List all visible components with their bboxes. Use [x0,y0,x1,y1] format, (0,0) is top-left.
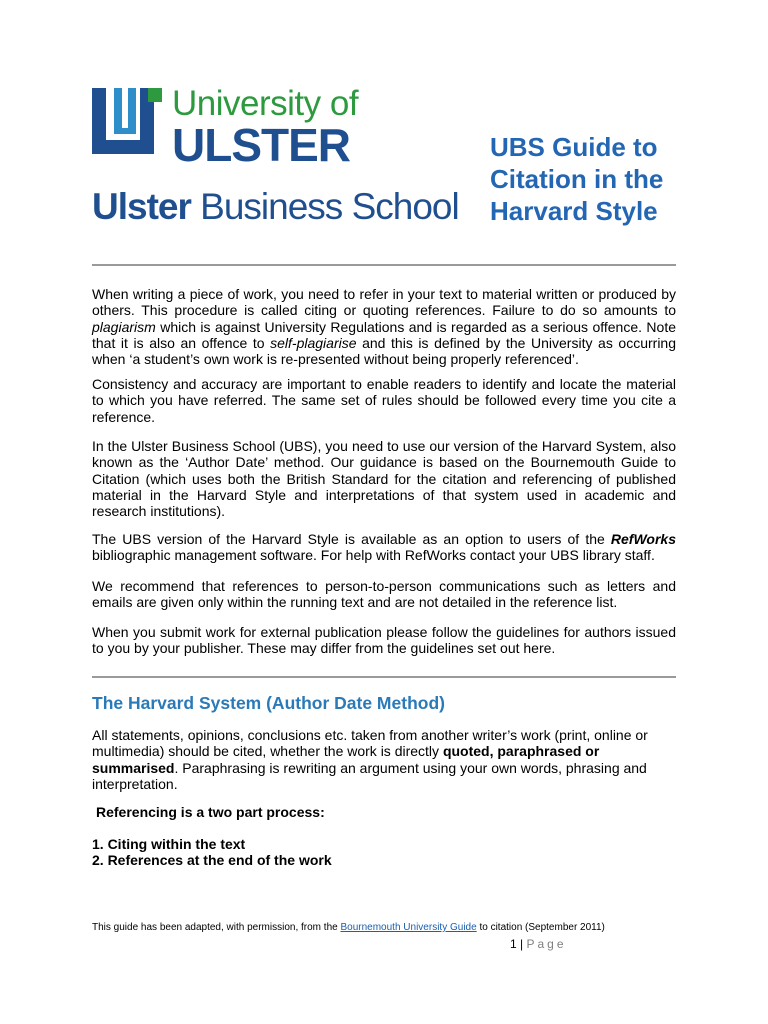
page-label: Page [526,937,567,951]
footer-note [92,922,605,933]
refworks-term: RefWorks [610,531,676,547]
process-step: 1. Citing within the text [92,836,246,852]
intro-p4-b: bibliographic management software. For help with RefWorks contact your UBS library staff. [92,547,655,564]
intro-paragraph-1 [92,286,676,367]
header-divider [92,264,676,266]
logo-business-school [92,186,459,228]
footer-text-a: This guide has been adapted, with permission, from the [92,922,341,933]
intro-paragraph-6: When you submit work for external publication please follow the guidelines for authors issued to you by your publisher. These may differ from the guidelines set out here. [92,624,676,657]
section-title: The Harvard System (Author Date Method) [92,693,445,713]
section-divider [92,676,676,678]
intro-paragraph-5: We recommend that references to person-to-person communications such as letters and emails are given only within the running text and are not detailed in the reference list. [92,578,676,611]
process-step: 2. References at the end of the work [92,852,332,868]
intro-paragraph-3: In the Ulster Business School (UBS), you need to use our version of the Harvard System, also known as the ‘Author Date’ method. Our guidance is based on the Bournemouth Guide to Citation (which uses both the British Standard for the citation and referencing of published material in the Harvard Style and interpretations of that system used in academic and research institutions). [92,438,676,520]
logo-school-rest: Business School [190,186,459,227]
intro-p1-c: and this is defined by the University as occurring when ‘a student’s own work is re-presented without being properly referenced’. [92,334,676,368]
footer-text-b: to citation (September 2011) [476,922,605,933]
guide-title-line: Harvard Style [490,196,658,226]
page-separator: | [516,937,527,951]
section-p1-a: All statements, opinions, conclusions etc. taken from another writer’s work (print, online or multimedia) should be cited, whether the work is directly [92,727,648,760]
logo-school-bold: Ulster [92,186,191,227]
logo-ulster: ULSTER [172,119,350,171]
intro-p1-a: When writing a piece of work, you need to refer in your text to material written or produced by others. This procedure is called citing or quoting references. Failure to do so amounts to [92,286,676,319]
section-p1-bold: quoted, paraphrased or summarised [92,743,600,776]
intro-p4-a: The UBS version of the Harvard Style is available as an option to users of the [92,531,611,547]
section-p1-b: . Paraphrasing is rewriting an argument using your own words, phrasing and interpretation. [92,759,647,792]
intro-p1-b: which is against University Regulations and is regarded as a serious offence. Note that it is also an offence to [92,318,676,351]
ulster-emblem-icon [92,86,172,166]
guide-title-line: Citation in the [490,164,664,194]
guide-title-line: UBS Guide to [490,132,658,162]
plagiarism-term: plagiarism [92,318,156,335]
page-number-value: 1 [510,937,517,951]
intro-paragraph-2: Consistency and accuracy are important to enable readers to identify and locate the material to which you have referred. The same set of rules should be followed every time you cite a reference. [92,376,676,425]
intro-paragraph-4 [92,531,676,564]
bournemouth-guide-link[interactable]: Bournemouth University Guide [340,922,477,933]
guide-title [490,131,710,227]
self-plagiarise-term: self-plagiarise [270,334,357,351]
logo-university-of: University of [172,84,359,123]
process-heading: Referencing is a two part process: [96,804,325,820]
page-number [510,937,567,951]
section-paragraph [92,727,676,792]
